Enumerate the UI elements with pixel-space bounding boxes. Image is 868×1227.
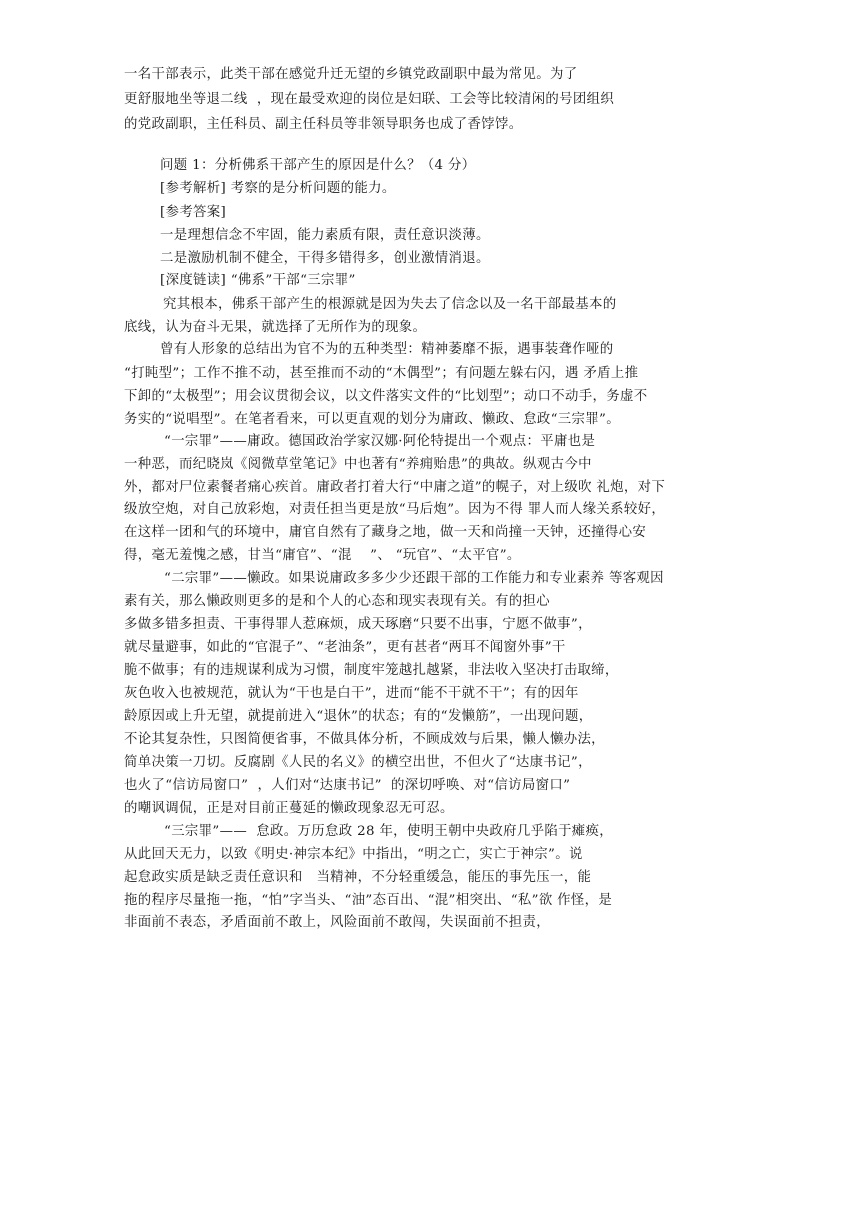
- text-line: 一种恶，而纪晓岚《阅微草堂笔记》中也著有“养痈贻患”的典故。纵观古今中: [124, 457, 592, 472]
- text-line: 级放空炮，对自己放彩炮，对责任担当更是放“马后炮”。因为不得 罪人而人缘关系较好，: [124, 502, 666, 517]
- text-line: 的党政副职，主任科员、副主任科员等非领导职务也成了香饽饽。: [124, 117, 523, 132]
- text-line: “二宗罪”——懒政。如果说庸政多多少少还跟干部的工作能力和专业素养 等客观因: [164, 571, 664, 586]
- answer-line: 一是理想信念不牢固，能力素质有限，责任意识淡薄。: [160, 228, 490, 243]
- text-line: 曾有人形象的总结出为官不为的五种类型：精神萎靡不振，遇事装聋作哑的: [160, 342, 614, 357]
- text-line: “打盹型”；工作不推不动，甚至推而不动的“木偶型”；有问题左躲右闪，遇 矛盾上推: [124, 366, 639, 381]
- text-line: 从此回天无力，以致《明史·神宗本纪》中指出，“明之亡，实亡于神宗”。说: [124, 847, 583, 862]
- text-line: 得，毫无羞愧之感，甘当“庸官”、“混 ”、 “玩官”、“太平官”。: [124, 548, 521, 563]
- text-line: 外，都对尸位素餐者痛心疾首。庸政者打着大行“中庸之道”的幌子，对上级吹 礼炮，对下: [124, 480, 666, 495]
- text-line: 究其根本，佛系干部产生的根源就是因为失去了信念以及一名干部最基本的: [163, 297, 617, 312]
- deep-reading-heading: [深度链读] “佛系”干部“三宗罪”: [160, 273, 356, 288]
- reference-answer-label: [参考答案]: [160, 205, 227, 220]
- text-line: 简单决策一刀切。反腐剧《人民的名义》的横空出世，不但火了“达康书记”，: [124, 755, 592, 770]
- text-line: “一宗罪”——庸政。德国政治学家汉娜·阿伦特提出一个观点：平庸也是: [164, 434, 596, 449]
- text-line: 也火了“信访局窗口” ，人们对“达康书记” 的深切呼唤、对“信访局窗口”: [124, 778, 571, 793]
- text-line: 脆不做事；有的违规谋利成为习惯，制度牢笼越扎越紧，非法收入坚决打击取缔，: [124, 663, 619, 678]
- text-line: 一名干部表示，此类干部在感觉升迁无望的乡镇党政副职中最为常见。为了: [124, 67, 578, 82]
- text-line: 龄原因或上升无望，就提前进入“退休”的状态；有的“发懒筋”，一出现问题，: [124, 709, 593, 724]
- text-line: 就尽量避事，如此的“官混子”、“老油条”，更有甚者“两耳不闻窗外事”干: [124, 640, 566, 655]
- answer-line: 二是激励机制不健全，干得多错得多，创业激情消退。: [160, 251, 490, 266]
- text-line: “三宗罪”—— 怠政。万历怠政 28 年，使明王朝中央政府几乎陷于瘫痪，: [164, 824, 614, 839]
- text-line: 多做多错多担责、干事得罪人惹麻烦，成天琢磨“只要不出事，宁愿不做事”，: [124, 617, 592, 632]
- text-line: 灰色收入也被规范，就认为“干也是白干”，进而“能不干就不干”；有的因年: [124, 686, 579, 701]
- text-line: 不论其复杂性，只图简便省事，不做具体分析，不顾成效与后果，懒人懒办法，: [124, 732, 605, 747]
- text-line: 起怠政实质是缺乏责任意识和 当精神，不分轻重缓急，能压的事先压一，能: [124, 870, 592, 885]
- text-line: 务实的“说唱型”。在笔者看来，可以更直观的划分为庸政、懒政、怠政“三宗罪”。: [124, 412, 620, 427]
- question-heading: 问题 1：分析佛系干部产生的原因是什么？（4 分）: [160, 158, 476, 173]
- text-line: 非面前不表态，矛盾面前不敢上，风险面前不敢闯，失误面前不担责，: [124, 915, 550, 930]
- text-line: 更舒服地坐等退二线 ，现在最受欢迎的岗位是妇联、工会等比较清闲的号团组织: [124, 92, 615, 107]
- reference-analysis: [参考解析] 考察的是分析问题的能力。: [160, 181, 396, 196]
- text-line: 下卸的“太极型”；用会议贯彻会议，以文件落实文件的“比划型”；动口不动手，务虚不: [124, 389, 648, 404]
- text-line: 素有关，那么懒政则更多的是和个人的心态和现实表现有关。有的担心: [124, 594, 550, 609]
- text-line: 在这样一团和气的环境中，庸官自然有了藏身之地，做一天和尚撞一天钟，还撞得心安: [124, 525, 647, 540]
- text-line: 底线，认为奋斗无果，就选择了无所作为的现象。: [124, 320, 427, 335]
- text-line: 的嘲讽调侃，正是对目前正蔓延的懒政现象忍无可忍。: [124, 801, 454, 816]
- text-line: 拖的程序尽量拖一拖，“怕”字当头、“油”态百出、“混”相突出、“私”欲 作怪，是: [124, 893, 613, 908]
